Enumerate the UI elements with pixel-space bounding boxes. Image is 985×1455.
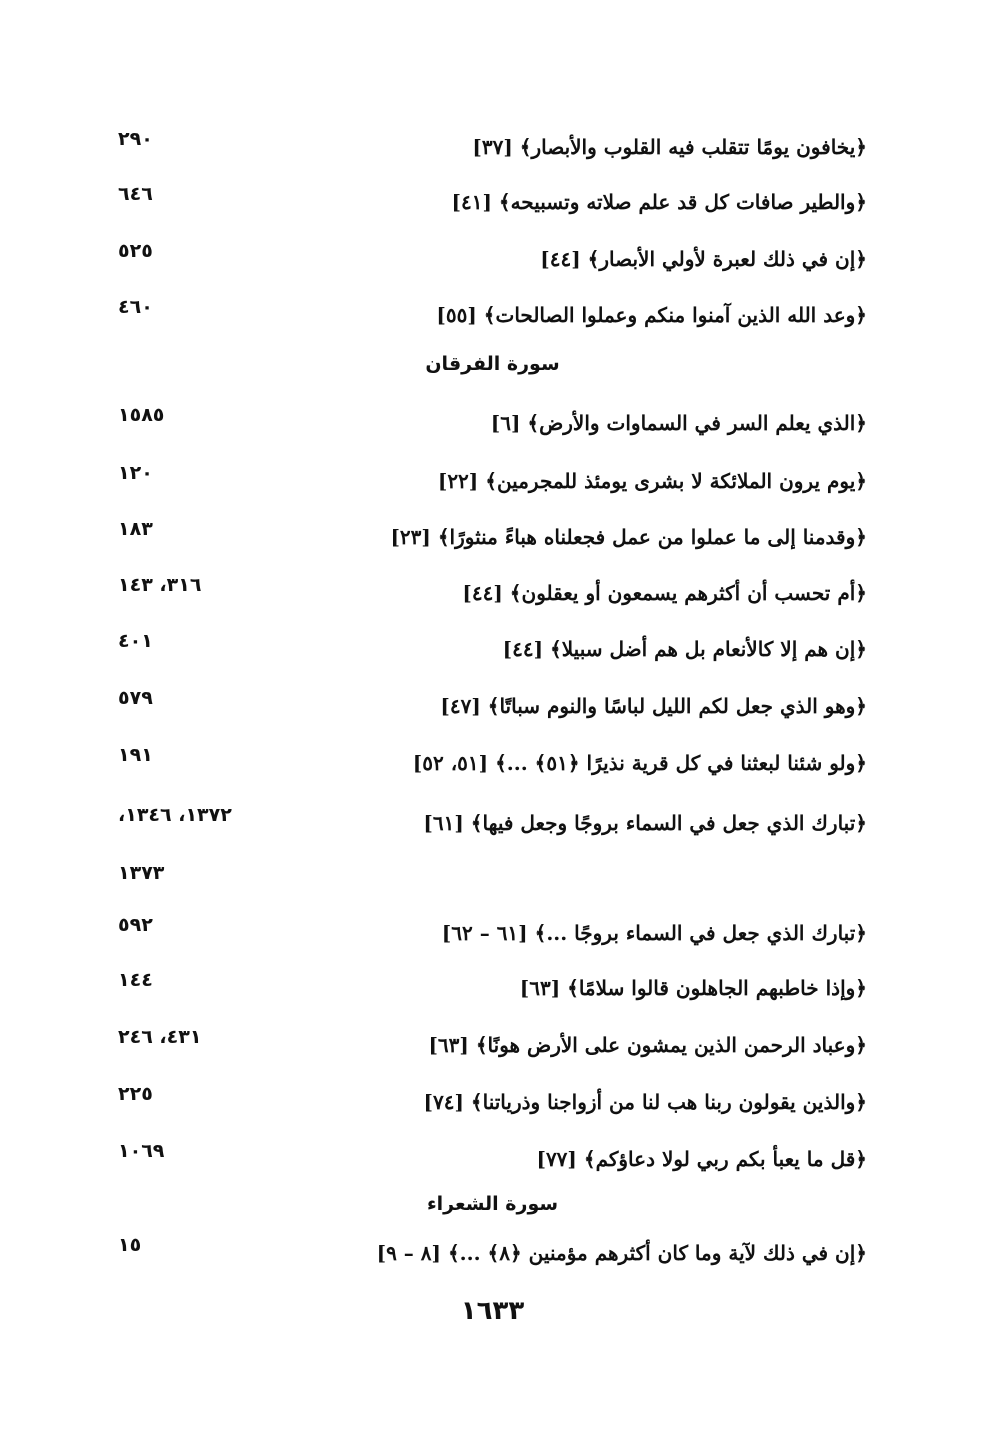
page-reference: ٤٦٠ bbox=[118, 296, 153, 318]
page-reference: ٤٠١ bbox=[118, 630, 153, 652]
page-reference: ١٥ bbox=[118, 1234, 142, 1256]
index-entry bbox=[0, 1234, 985, 1278]
verse-text: ﴿والطير صافات كل قد علم صلاته وتسبيحه﴾ [٤١] bbox=[451, 190, 867, 214]
verse-text: ﴿إن هم إلا كالأنعام بل هم أضل سبيلا﴾ [٤٤] bbox=[502, 637, 867, 661]
verse-text: ﴿يوم يرون الملائكة لا بشرى يومئذ للمجرمين﴾ [٢٢] bbox=[437, 469, 867, 493]
verse-text: ﴿وعد الله الذين آمنوا منكم وعملوا الصالحات﴾ [٥٥] bbox=[436, 303, 867, 327]
page-reference-continuation bbox=[0, 862, 985, 906]
verse-text: ﴿وهو الذي جعل لكم الليل لباسًا والنوم سباتًا﴾ [٤٧] bbox=[440, 694, 867, 718]
verse-text: ﴿وقدمنا إلى ما عملوا من عمل فجعلناه هباءً منثورًا﴾ [٢٣] bbox=[390, 525, 867, 549]
index-entry bbox=[0, 296, 985, 340]
index-entry bbox=[0, 1140, 985, 1184]
index-entry bbox=[0, 240, 985, 284]
index-entry bbox=[0, 128, 985, 172]
page-reference: ١٩١ bbox=[118, 744, 153, 766]
index-entry bbox=[0, 1083, 985, 1127]
verse-text: ﴿قل ما يعبأ بكم ربي لولا دعاؤكم﴾ [٧٧] bbox=[536, 1147, 867, 1171]
verse-text: ﴿ولو شئنا لبعثنا في كل قرية نذيرًا ﴿٥١﴾ ...﴾ [٥١، ٥٢] bbox=[412, 751, 867, 775]
page-reference: ١٣٧٣ bbox=[118, 862, 165, 884]
page-reference: ١٠٦٩ bbox=[118, 1140, 165, 1162]
verse-text: ﴿وعباد الرحمن الذين يمشون على الأرض هونًا﴾ [٦٣] bbox=[428, 1033, 867, 1057]
verse-text: ﴿أم تحسب أن أكثرهم يسمعون أو يعقلون﴾ [٤٤] bbox=[462, 581, 867, 605]
verse-text: ﴿تبارك الذي جعل في السماء بروجًا وجعل فيها﴾ [٦١] bbox=[423, 811, 867, 835]
surah-heading: سورة الشعراء bbox=[426, 1193, 559, 1215]
index-entry bbox=[0, 183, 985, 227]
surah-heading: سورة الفرقان bbox=[425, 353, 560, 375]
index-entry bbox=[0, 518, 985, 562]
index-entry bbox=[0, 462, 985, 506]
index-entry bbox=[0, 1026, 985, 1070]
index-entry bbox=[0, 404, 985, 448]
page-reference: ١٣٧٢، ١٣٤٦، bbox=[118, 804, 232, 826]
index-entry bbox=[0, 744, 985, 788]
verse-text: ﴿إن في ذلك لآية وما كان أكثرهم مؤمنين ﴿٨﴾ ...﴾ [٨ – ٩] bbox=[376, 1241, 867, 1265]
index-entry bbox=[0, 914, 985, 958]
page-reference: ٢٢٥ bbox=[118, 1083, 153, 1105]
index-entry bbox=[0, 574, 985, 618]
page-reference: ٢٩٠ bbox=[118, 128, 153, 150]
page-reference: ٥٩٢ bbox=[118, 914, 153, 936]
verse-text: ﴿والذين يقولون ربنا هب لنا من أزواجنا وذرياتنا﴾ [٧٤] bbox=[423, 1090, 867, 1114]
verse-text: ﴿الذي يعلم السر في السماوات والأرض﴾ [٦] bbox=[490, 411, 867, 435]
index-entry bbox=[0, 687, 985, 731]
verse-text: ﴿تبارك الذي جعل في السماء بروجًا ...﴾ [٦١ – ٦٢] bbox=[441, 921, 867, 945]
page-reference: ٤٣١، ٢٤٦ bbox=[118, 1026, 202, 1048]
page-reference: ١٨٣ bbox=[118, 518, 153, 540]
page-number: ١٦٣٣ bbox=[460, 1296, 525, 1326]
page-reference: ٣١٦، ١٤٣ bbox=[118, 574, 202, 596]
index-entry bbox=[0, 630, 985, 674]
page-reference: ١٤٤ bbox=[118, 969, 153, 991]
index-entry bbox=[0, 969, 985, 1013]
verse-text: ﴿إن في ذلك لعبرة لأولي الأبصار﴾ [٤٤] bbox=[540, 247, 867, 271]
page-reference: ١٥٨٥ bbox=[118, 404, 165, 426]
page-reference: ٦٤٦ bbox=[118, 183, 153, 205]
index-entry bbox=[0, 804, 985, 848]
page-reference: ٥٢٥ bbox=[118, 240, 153, 262]
page-reference: ٥٧٩ bbox=[118, 687, 153, 709]
page-reference: ١٢٠ bbox=[118, 462, 153, 484]
verse-text: ﴿وإذا خاطبهم الجاهلون قالوا سلامًا﴾ [٦٣] bbox=[519, 976, 867, 1000]
verse-text: ﴿يخافون يومًا تتقلب فيه القلوب والأبصار﴾ [٣٧] bbox=[472, 135, 867, 159]
